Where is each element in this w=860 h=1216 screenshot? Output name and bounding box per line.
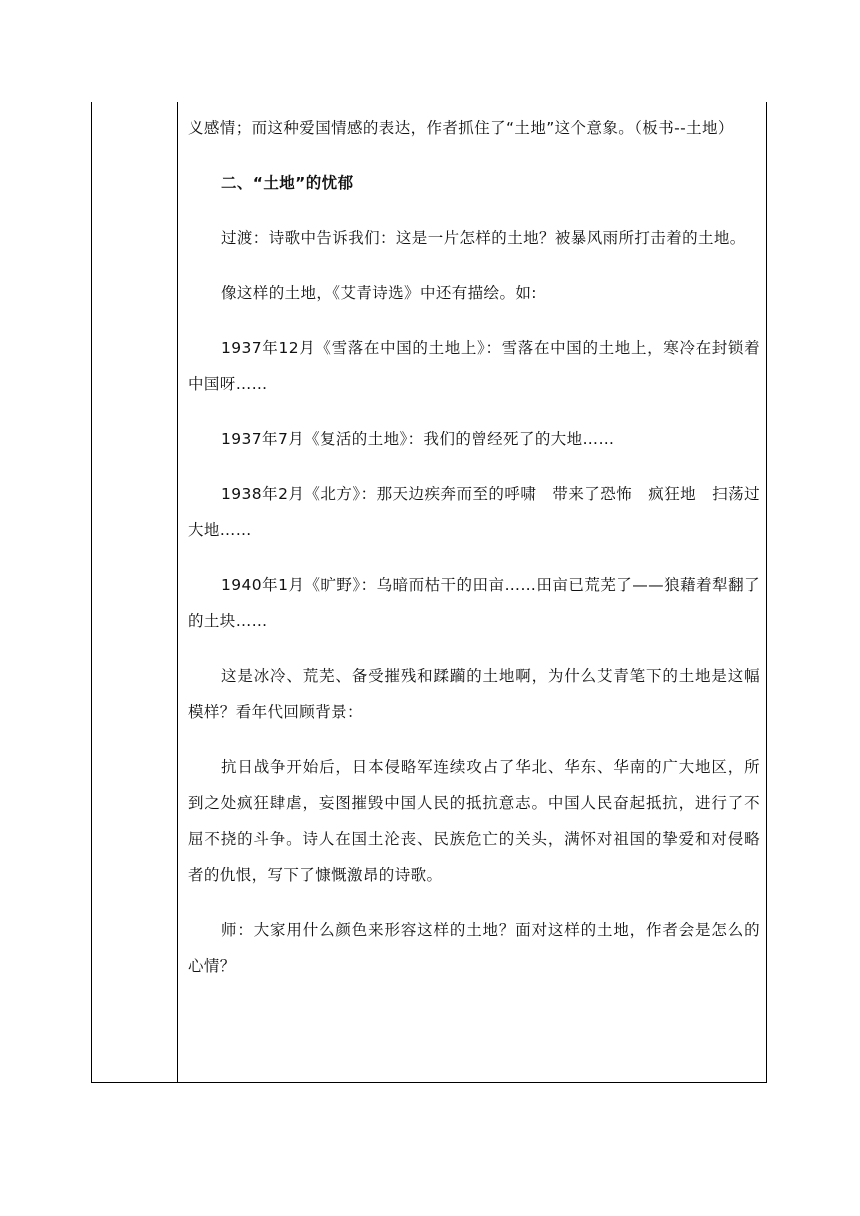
table-bottom-border (91, 1082, 767, 1083)
teacher-question-paragraph: 师：大家用什么颜色来形容这样的土地？面对这样的土地，作者会是怎么的心情？ (188, 921, 760, 975)
background-paragraph: 抗日战争开始后，日本侵略军连续攻占了华北、华东、华南的广大地区，所到之处疯狂肆虐，妄图摧毁中国人民的抵抗意志。中国人民奋起抵抗，进行了不屈不挠的斗争。诗人在国土沦丧、民族危亡的关头，满怀对祖国的挚爱和对侵略者的仇恨，写下了慷慨激昂的诗歌。 (188, 758, 760, 884)
section-heading: 二、“土地”的忧郁 (221, 174, 354, 192)
poem-excerpt-4: 1940年1月《旷野》：乌暗而枯干的田亩……田亩已荒芜了——狼藉着犁翻了的土块…… (188, 576, 760, 630)
poem-excerpt-1: 1937年12月《雪落在中国的土地上》：雪落在中国的土地上，寒冷在封锁着中国呀…… (188, 339, 760, 393)
transition-paragraph: 过渡：诗歌中告诉我们：这是一片怎样的土地？被暴风雨所打击着的土地。 (221, 229, 746, 247)
question-paragraph: 这是冰冷、荒芜、备受摧残和蹂躏的土地啊，为什么艾青笔下的土地是这幅模样？看年代回顾背景： (188, 667, 760, 721)
table-column-divider (177, 102, 178, 1083)
lesson-content-cell (188, 110, 760, 1003)
table-left-border (91, 102, 92, 1083)
table-right-border (766, 102, 767, 1083)
continuation-paragraph: 义感情；而这种爱国情感的表达，作者抓住了“土地”这个意象。（板书--土地） (188, 119, 734, 137)
poem-excerpt-2: 1937年7月《复活的土地》：我们的曾经死了的大地…… (221, 430, 615, 448)
intro-paragraph: 像这样的土地，《艾青诗选》中还有描绘。如: (221, 284, 537, 302)
poem-excerpt-3: 1938年2月《北方》：那天边疾奔而至的呼啸 带来了恐怖 疯狂地 扫荡过大地…… (188, 485, 760, 539)
